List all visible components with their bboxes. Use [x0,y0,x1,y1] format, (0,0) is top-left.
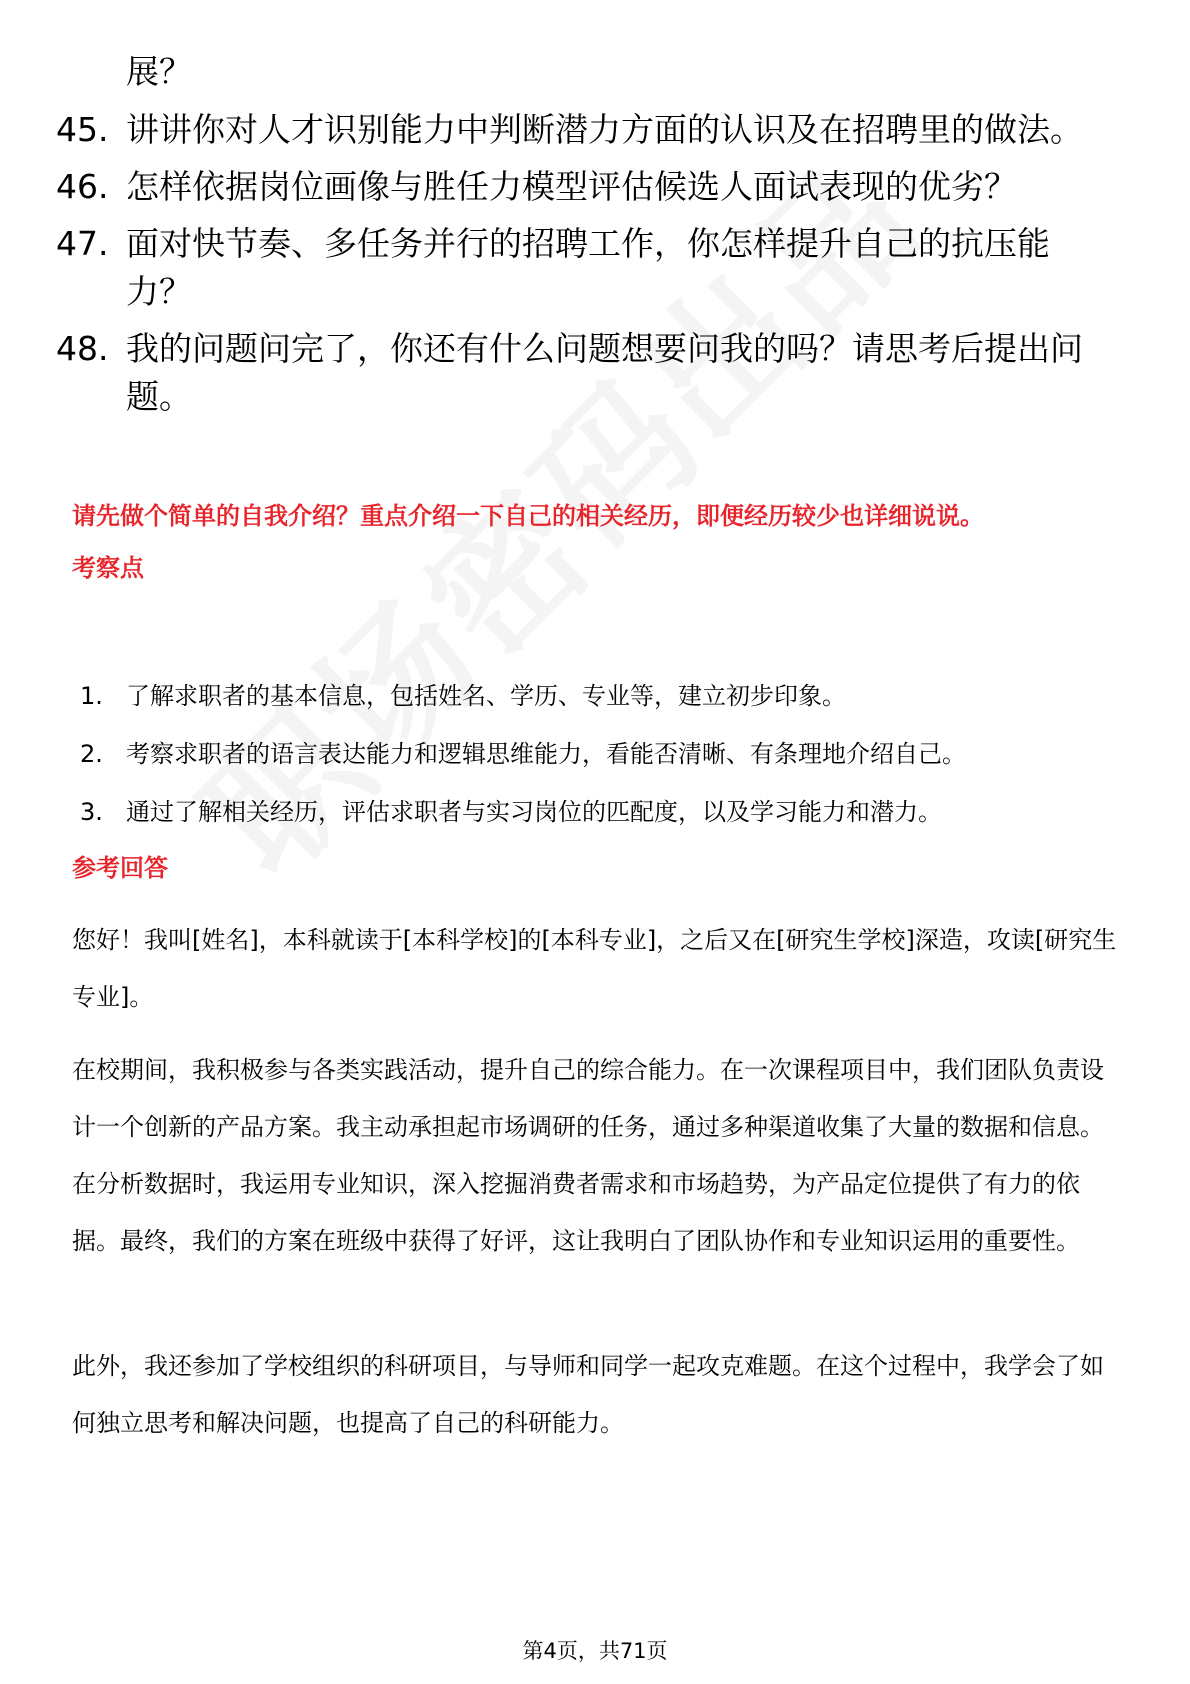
question-text: 怎样依据岗位画像与胜任力模型评估候选人面试表现的优劣？ [126,167,1017,206]
answer-paragraph: 在校期间，我积极参与各类实践活动，提升自己的综合能力。在一次课程项目中，我们团队负责设计一个创新的产品方案。我主动承担起市场调研的任务，通过多种渠道收集了大量的数据和信息。在分析数据时，我运用专业知识，深入挖掘消费者需求和市场趋势，为产品定位提供了有力的依据。最终，我们的方案在班级中获得了好评，这让我明白了团队协作和专业知识运用的重要性。 [72,1056,1104,1255]
page-footer: 第4页，共71页 [522,1639,668,1663]
examine-label: 考察点 [72,554,144,582]
question-number: 48. [56,329,109,368]
question-text: 讲讲你对人才识别能力中判断潜力方面的认识及在招聘里的做法。 [126,110,1083,149]
examine-point-text: 了解求职者的基本信息，包括姓名、学历、专业等，建立初步印象。 [126,682,846,710]
question-list [56,106,1136,430]
examine-point-number: 1. [80,682,103,710]
answer-label: 参考回答 [72,854,168,882]
question-item [56,106,1136,154]
question-item [56,325,1136,421]
examine-point-number: 3. [80,798,103,826]
question-continuation: 展？ [126,52,192,91]
question-item [56,163,1136,211]
answer-paragraph: 您好！我叫[姓名]，本科就读于[本科学校]的[本科专业]，之后又在[研究生学校]深造，攻读[研究生专业]。 [72,926,1117,1011]
examine-point-text: 考察求职者的语言表达能力和逻辑思维能力，看能否清晰、有条理地介绍自己。 [126,740,966,768]
examine-point-text: 通过了解相关经历，评估求职者与实习岗位的匹配度，以及学习能力和潜力。 [126,798,942,826]
question-number: 45. [56,110,109,149]
examine-point [80,725,1130,783]
answer-paragraph: 此外，我还参加了学校组织的科研项目，与导师和同学一起攻克难题。在这个过程中，我学会了如何独立思考和解决问题，也提高了自己的科研能力。 [72,1352,1104,1437]
examine-point-number: 2. [80,740,103,768]
examine-point [80,783,1130,841]
examine-point [80,667,1130,725]
question-text: 面对快节奏、多任务并行的招聘工作，你怎样提升自己的抗压能力？ [126,224,1050,311]
question-item [56,220,1136,316]
question-number: 47. [56,224,109,263]
examine-points-list [80,667,1130,841]
question-number: 46. [56,167,109,206]
section-title: 请先做个简单的自我介绍？重点介绍一下自己的相关经历，即便经历较少也详细说说。 [72,502,984,530]
question-text: 我的问题问完了，你还有什么问题想要问我的吗？请思考后提出问题。 [126,329,1083,416]
